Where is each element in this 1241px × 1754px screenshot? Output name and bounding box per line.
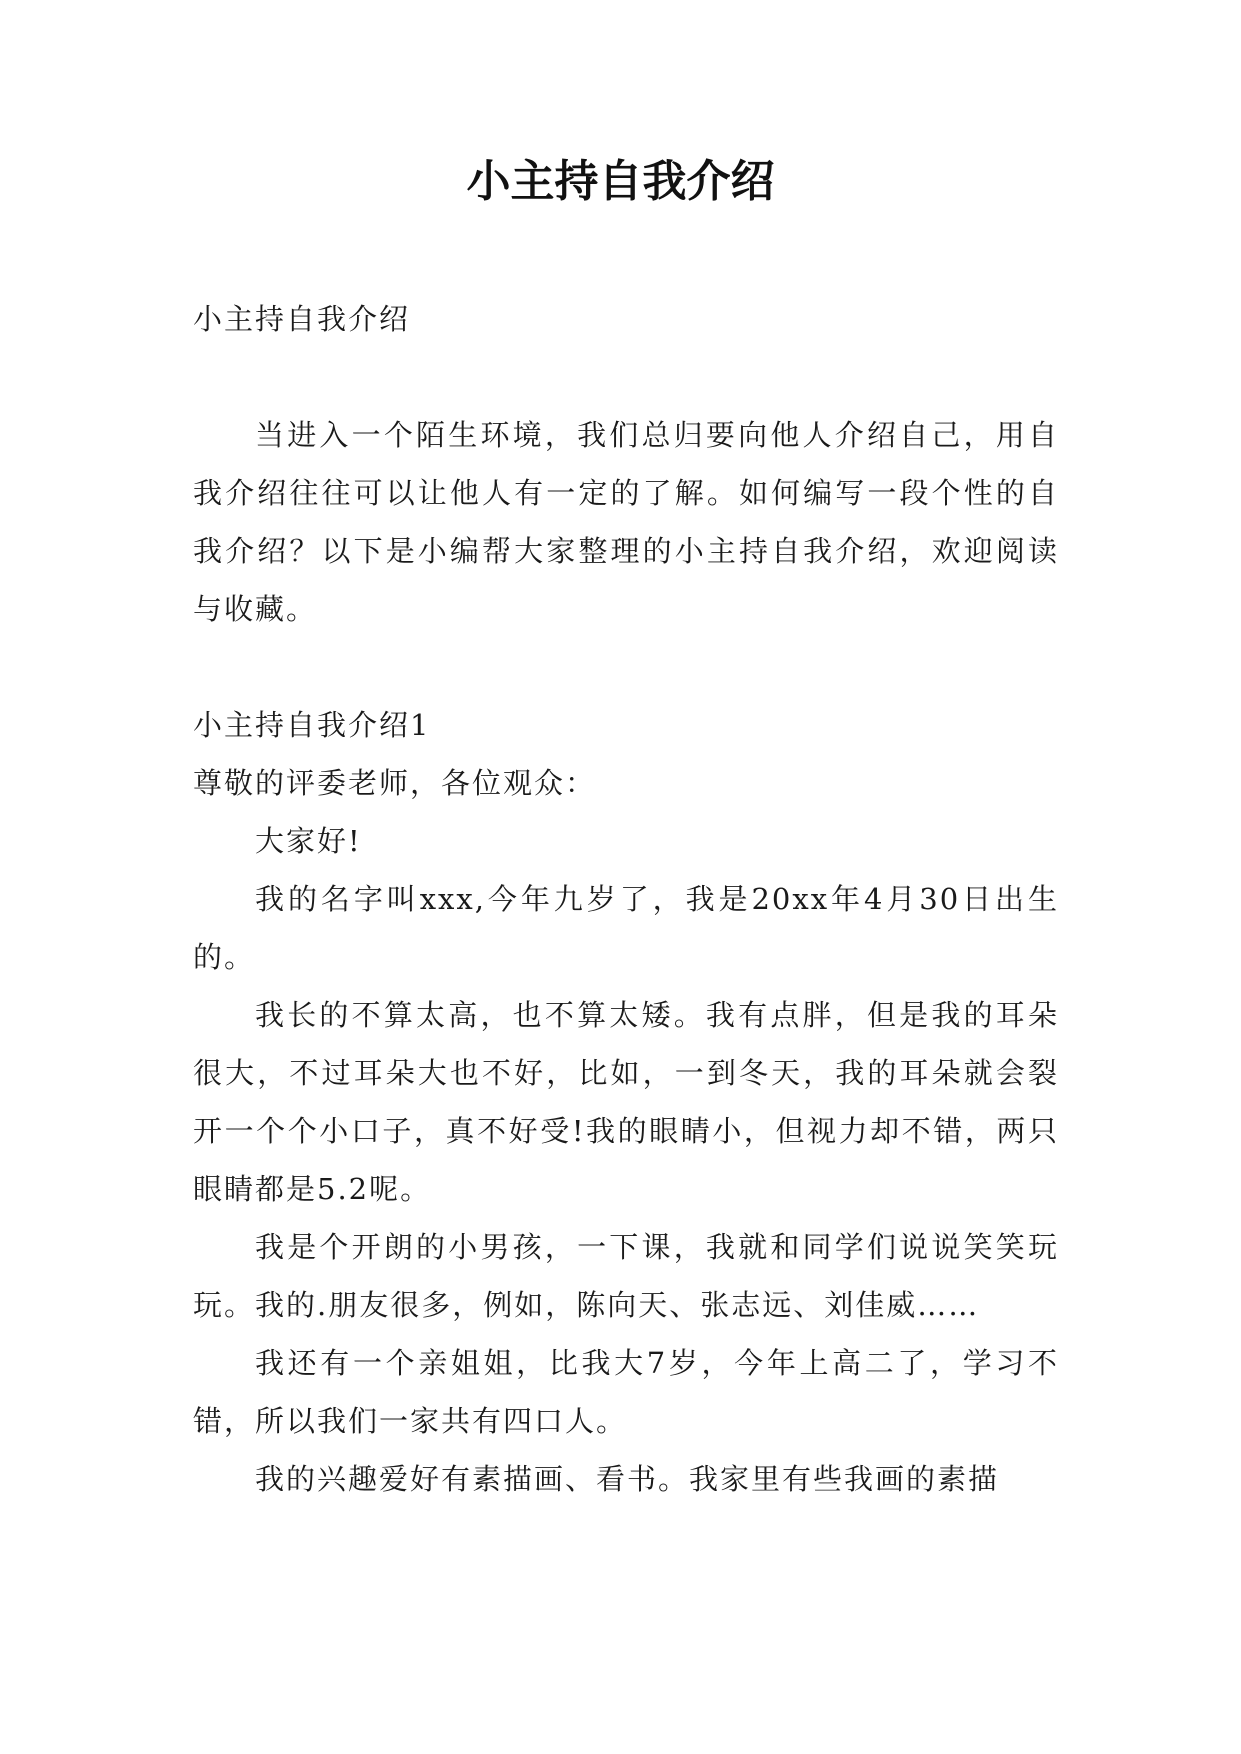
document-subtitle: 小主持自我介绍: [193, 302, 411, 336]
body-paragraph: 我长的不算太高，也不算太矮。我有点胖，但是我的耳朵很大，不过耳朵大也不好，比如，一到冬天，我的耳朵就会裂开一个个小口子，真不好受!我的眼睛小，但视力却不错，两只眼睛都是5.2呢。: [193, 998, 1059, 1206]
body-paragraph: 我是个开朗的小男孩，一下课，我就和同学们说说笑笑玩玩。我的.朋友很多，例如，陈向天、张志远、刘佳威……: [193, 1230, 1059, 1322]
intro-paragraph: 当进入一个陌生环境，我们总归要向他人介绍自己，用自我介绍往往可以让他人有一定的了解。如何编写一段个性的自我介绍？以下是小编帮大家整理的小主持自我介绍，欢迎阅读与收藏。: [193, 418, 1059, 626]
body-paragraph: 我的兴趣爱好有素描画、看书。我家里有些我画的素描: [255, 1462, 1000, 1496]
body-paragraph: 我的名字叫xxx,今年九岁了，我是20xx年4月30日出生的。: [193, 882, 1059, 974]
document-body: [193, 290, 1059, 1508]
body-paragraph: 大家好!: [255, 824, 362, 858]
body-paragraph: 我还有一个亲姐姐，比我大7岁，今年上高二了，学习不错，所以我们一家共有四口人。: [193, 1346, 1059, 1438]
spacer: [193, 638, 1059, 696]
salutation: 尊敬的评委老师，各位观众：: [193, 766, 597, 800]
document-title: 小主持自我介绍: [466, 156, 775, 207]
section-heading: 小主持自我介绍1: [193, 708, 431, 742]
spacer: [193, 348, 1059, 406]
